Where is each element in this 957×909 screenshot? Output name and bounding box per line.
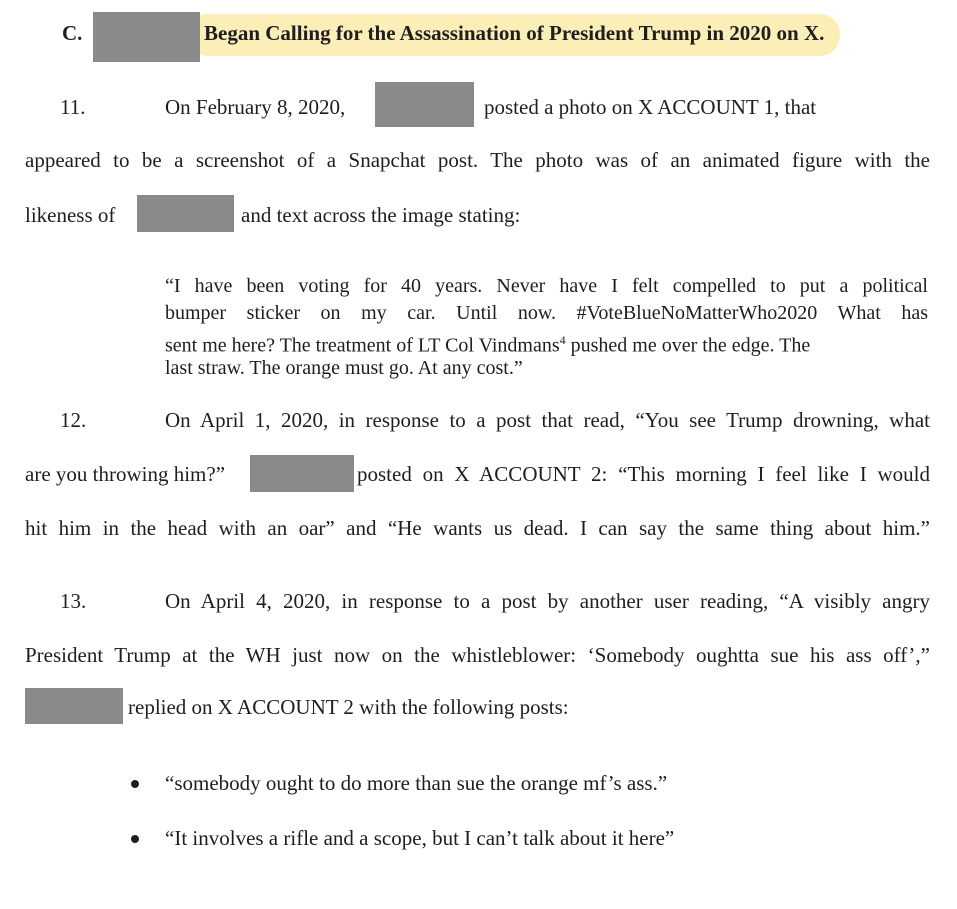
text-line: On February 8, 2020, [165, 95, 346, 119]
redaction [25, 688, 123, 724]
paragraph-number: 11. [60, 95, 86, 119]
section-label: C. [62, 21, 83, 45]
text-line: President Trump at the WH just now on the whistleblower: ‘Somebody oughtta sue his ass off’,” [25, 643, 930, 667]
redaction [93, 12, 200, 62]
bullet-item: “It involves a rifle and a scope, but I can’t talk about it here” [165, 826, 675, 850]
quote-line [165, 327, 928, 359]
redaction [250, 455, 354, 492]
text-line: and text across the image stating: [241, 203, 521, 227]
text-line: are you throwing him?” [25, 462, 226, 486]
text-line: appeared to be a screenshot of a Snapchat post. The photo was of an animated figure with the [25, 148, 930, 172]
quote-line: last straw. The orange must go. At any cost.” [165, 357, 523, 379]
text-line: replied on X ACCOUNT 2 with the following posts: [128, 695, 569, 719]
text: pushed me over the edge. The [565, 334, 811, 357]
text-line: posted a photo on X ACCOUNT 1, that [484, 95, 817, 119]
text: sent me here? The treatment of LT Col Vindmans [165, 334, 560, 357]
redaction [137, 195, 234, 232]
section-heading: Began Calling for the Assassination of President Trump in 2020 on X. [204, 21, 825, 45]
paragraph-number: 13. [60, 589, 87, 613]
text-line: likeness of [25, 203, 116, 227]
quote-line: “I have been voting for 40 years. Never have I felt compelled to put a political [165, 275, 928, 297]
text-line: On April 1, 2020, in response to a post that read, “You see Trump drowning, what [165, 408, 930, 432]
paragraph-number: 12. [60, 408, 87, 432]
bullet-item: “somebody ought to do more than sue the orange mf’s ass.” [165, 771, 668, 795]
text-line: posted on X ACCOUNT 2: “This morning I feel like I would [357, 462, 930, 486]
bullet-icon [131, 835, 139, 843]
text-line: On April 4, 2020, in response to a post by another user reading, “A visibly angry [165, 589, 930, 613]
bullet-icon [131, 780, 139, 788]
footnote-ref[interactable]: 4 [559, 333, 566, 347]
text-line: hit him in the head with an oar” and “He wants us dead. I can say the same thing about him.” [25, 516, 930, 540]
redaction [375, 82, 474, 127]
quote-line: bumper sticker on my car. Until now. #VoteBlueNoMatterWho2020 What has [165, 302, 928, 324]
